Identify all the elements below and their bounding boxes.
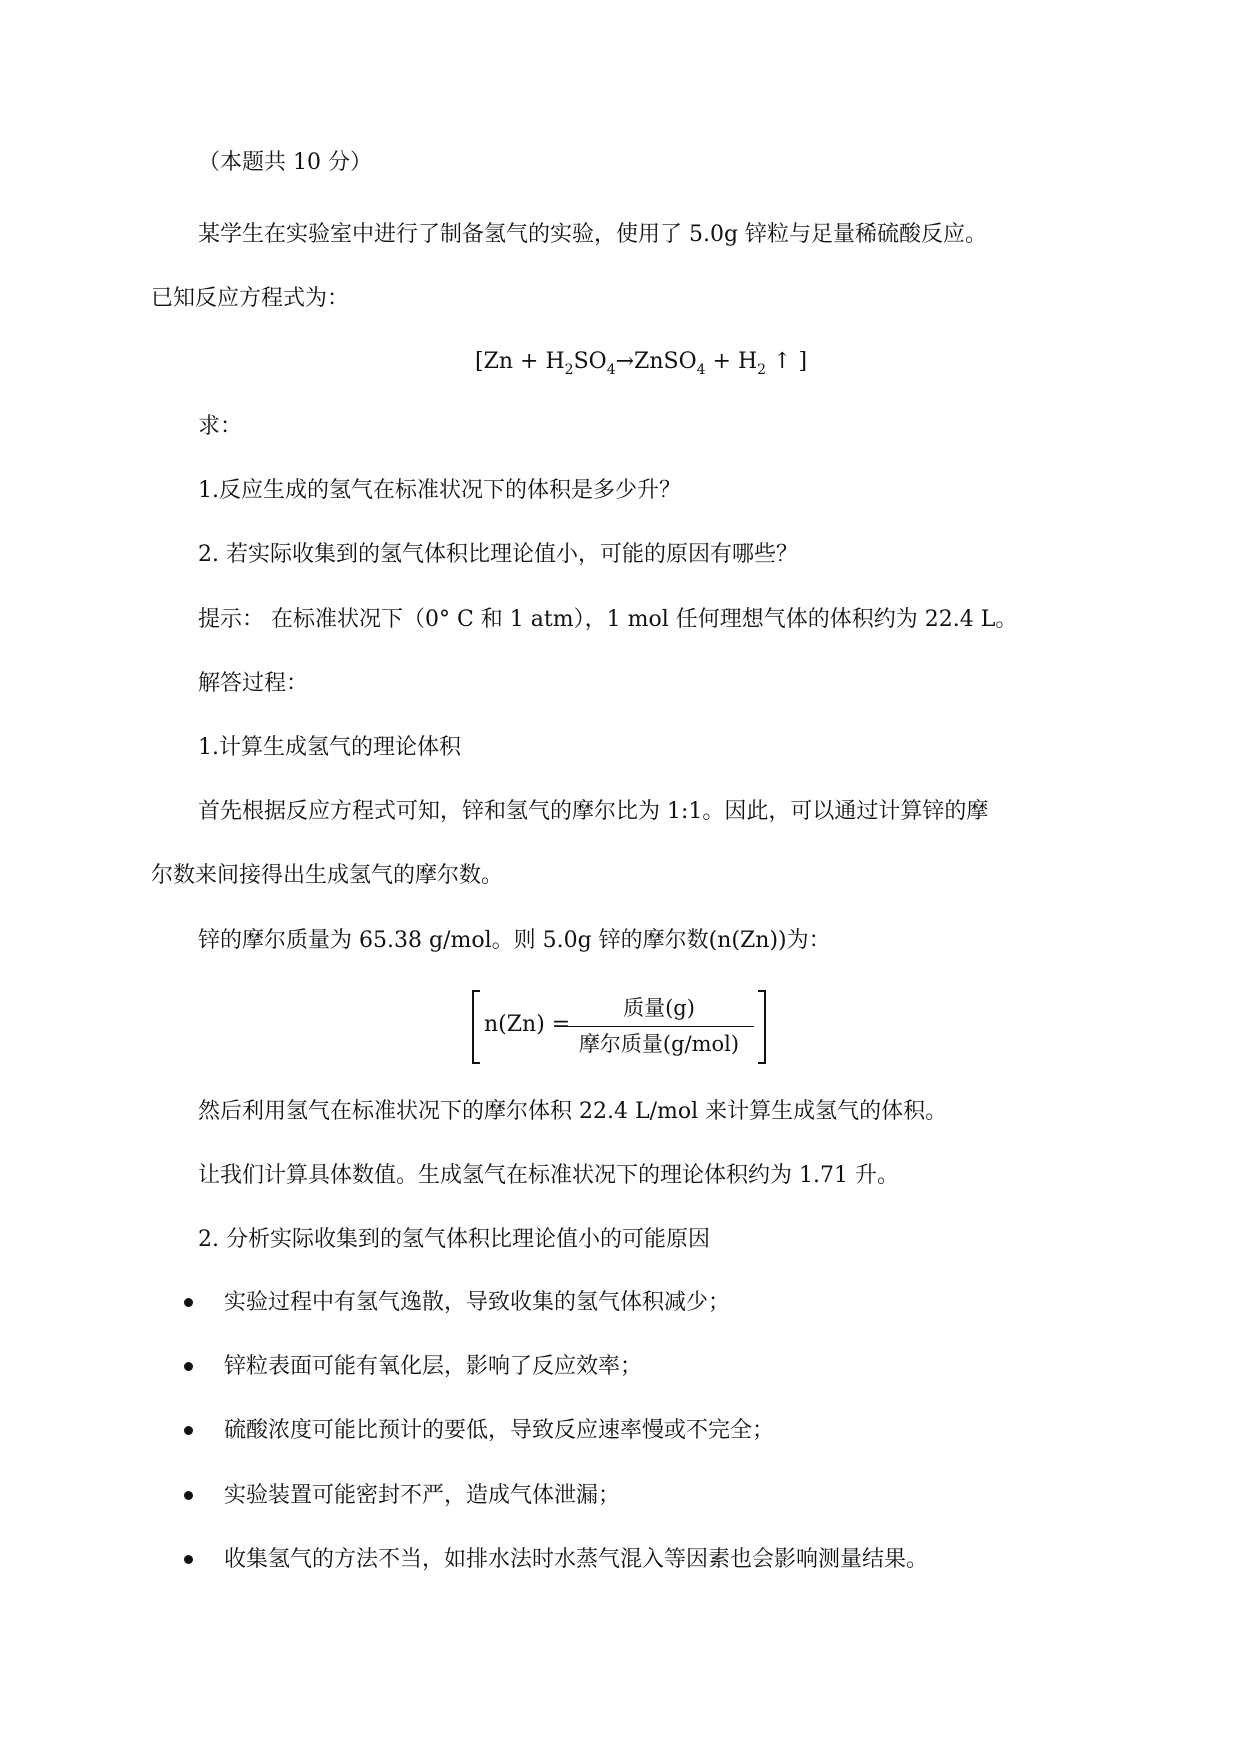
eq-part: SO xyxy=(573,349,607,374)
solution-heading: 解答过程： xyxy=(198,671,309,696)
left-bracket xyxy=(472,990,480,1064)
volume-line: 然后利用氢气在标准状况下的摩尔体积 22.4 L/mol 来计算生成氢气的体积。 xyxy=(198,1099,948,1124)
eq-subscript: 4 xyxy=(606,362,616,378)
intro-line-2: 已知反应方程式为： xyxy=(151,286,350,311)
reason-item: 锌粒表面可能有氧化层，影响了反应效率； xyxy=(224,1354,643,1379)
bullet-icon xyxy=(184,1555,193,1564)
step1-heading: 1.计算生成氢气的理论体积 xyxy=(198,735,461,760)
question-1: 1.反应生成的氢气在标准状况下的体积是多少升？ xyxy=(198,478,681,503)
step2-heading: 2. 分析实际收集到的氢气体积比理论值小的可能原因 xyxy=(198,1227,710,1252)
reason-item: 硫酸浓度可能比预计的要低，导致反应速率慢或不完全； xyxy=(224,1418,775,1443)
ask-label: 求： xyxy=(198,414,243,439)
formula-denominator: 摩尔质量(g/mol) xyxy=(578,1032,740,1056)
eq-subscript: 4 xyxy=(696,362,706,378)
eq-subscript: 2 xyxy=(564,362,574,378)
hint: 提示： 在标准状况下（0° C 和 1 atm），1 mol 任何理想气体的体积约为 22.4 L。 xyxy=(198,607,1018,632)
eq-part: [Zn + H xyxy=(475,349,565,374)
intro-line-1: 某学生在实验室中进行了制备氢气的实验，使用了 5.0g 锌粒与足量稀硫酸反应。 xyxy=(198,222,988,247)
bullet-icon xyxy=(184,1298,193,1307)
formula-fraction xyxy=(564,990,754,1062)
formula-lhs: n(Zn) = xyxy=(484,1012,571,1037)
moles-formula xyxy=(472,990,766,1062)
reason-item: 实验过程中有氢气逸散，导致收集的氢气体积减少； xyxy=(224,1290,731,1315)
bullet-icon xyxy=(184,1491,193,1500)
result-line: 让我们计算具体数值。生成氢气在标准状况下的理论体积约为 1.71 升。 xyxy=(198,1163,899,1188)
step1-para-line-2: 尔数来间接得出生成氢气的摩尔数。 xyxy=(151,863,504,888)
score-note: （本题共 10 分） xyxy=(198,150,372,175)
reason-item: 收集氢气的方法不当，如排水法时水蒸气混入等因素也会影响测量结果。 xyxy=(224,1547,929,1572)
right-bracket xyxy=(758,990,766,1064)
formula-numerator: 质量(g) xyxy=(623,996,695,1020)
reason-item: 实验装置可能密封不严，造成气体泄漏； xyxy=(224,1483,621,1508)
eq-part: →ZnSO xyxy=(615,349,697,374)
eq-part: + H xyxy=(705,349,758,374)
question-2: 2. 若实际收集到的氢气体积比理论值小，可能的原因有哪些？ xyxy=(198,542,798,567)
bullet-icon xyxy=(184,1362,193,1371)
fraction-bar xyxy=(564,1026,754,1027)
eq-subscript: 2 xyxy=(757,362,767,378)
reaction-equation xyxy=(475,345,807,387)
step1-para-line-1: 首先根据反应方程式可知，锌和氢气的摩尔比为 1:1。因此，可以通过计算锌的摩 xyxy=(198,799,989,824)
bullet-icon xyxy=(184,1426,193,1435)
molar-mass-line: 锌的摩尔质量为 65.38 g/mol。则 5.0g 锌的摩尔数(n(Zn))为： xyxy=(198,928,831,953)
eq-part: ↑ ] xyxy=(766,349,808,374)
